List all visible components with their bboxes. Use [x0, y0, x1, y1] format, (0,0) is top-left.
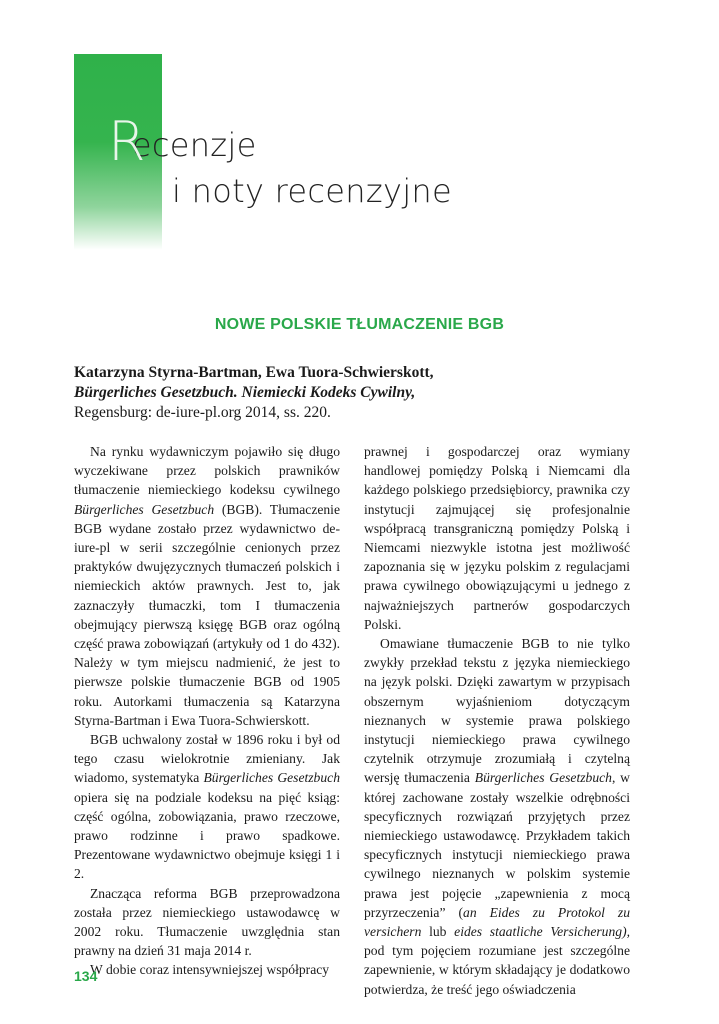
- paragraph-text: Na rynku wydawniczym pojawiło się długo wyczekiwane przez polskich prawników tłumaczenie niemieckiego kodeksu cywilnego: [74, 444, 340, 498]
- paragraph: [74, 730, 340, 884]
- paragraph: W dobie coraz intensywniejszej współpracy: [90, 962, 330, 978]
- paragraph-text: Omawiane tłumaczenie BGB to nie tylko zwykły przekład tekstu z języka niemieckiego na język polski. Dzięki zawartym w przypisach obszernym wyjaśnieniom dotyczącym nieznanych w systemie prawa polskiego instytucji niemieckiego prawa cywilnego czytelnik otrzymuje zrozumiałą i czytelną wersję tłumaczenia: [364, 636, 630, 786]
- text-column-right: [364, 442, 630, 999]
- paragraph-text: pod tym pojęciem rozumiane jest szczególne zapewnienie, w którym składający je dodatkowo potwierdza, że treść jego oświadczenia: [364, 943, 630, 997]
- paragraph-text: BGB uchwalony został w 1896 roku i był od tego czasu wielokrotnie zmieniany. Jak wiadomo, systematyka: [74, 732, 340, 786]
- book-authors: Katarzyna Styrna-Bartman, Ewa Tuora-Schwierskott,: [74, 364, 434, 381]
- bibliographic-reference: [74, 363, 634, 423]
- section-title-line1: ecenzje: [131, 126, 257, 164]
- paragraph-text: , w której zachowane zostały wszelkie odrębności specyficznych rozwiązań przyjętych przez niemieckiego ustawodawcę. Przykładem takich specyficznych instytucji niemieckiego prawa cywilnego nieznanych w polskim systemie prawa jest pojęcie „zapewnienia z mocą przyrzeczenia” (: [364, 770, 630, 920]
- paragraph: [364, 634, 630, 999]
- section-dropcap: R: [108, 110, 146, 173]
- book-publisher: Regensburg: de-iure-pl.org 2014, ss. 220.: [74, 404, 331, 421]
- text-column-left: [74, 442, 340, 980]
- paragraph-italic: eides staatliche Versicherung),: [454, 924, 630, 940]
- paragraph-text: opiera się na podziale kodeksu na pięć ksiąg: część ogólna, zobowiązania, prawo rzeczowe, prawo rodzinne i prawo spadkowe. Prezentowane wydawnictwo obejmuje księgi 1 i 2.: [74, 789, 340, 882]
- paragraph-italic: Bürgerliches Gesetzbuch: [74, 501, 215, 517]
- book-title: Bürgerliches Gesetzbuch. Niemiecki Kodeks Cywilny,: [74, 384, 416, 401]
- paragraph-continued: prawnej i gospodarczej oraz wymiany handlowej pomiędzy Polską i Niemcami dla każdego polskiego przedsiębiorcy, prawnika czy instytucji zajmującej się profesjonalnie współpracą transgraniczną pomiędzy Polską i Niemcami niezwykle istotna jest możliwość zapoznania się w języku polskim z regulacjami prawa cywilnego obowiązującymi u jednego z najważniejszych partnerów gospodarczych Polski.: [364, 444, 630, 632]
- paragraph-italic: Bürgerliches Gesetzbuch: [203, 770, 340, 786]
- paragraph-italic: an Eides zu Protokol zu versichern: [364, 904, 630, 940]
- article-title: NOWE POLSKIE TŁUMACZENIE BGB: [214, 316, 505, 333]
- paragraph: Znacząca reforma BGB przeprowadzona została przez niemieckiego ustawodawcę w 2002 roku. Tłumaczenie uwzględnia stan prawny na dzień 31 maja 2014 r.: [74, 885, 340, 959]
- paragraph: [74, 442, 340, 730]
- paragraph-italic: Bürgerliches Gesetzbuch: [474, 770, 612, 786]
- page-number: 134: [74, 968, 98, 984]
- section-title: [108, 110, 452, 211]
- paragraph-text: (BGB). Tłumaczenie BGB wydane zostało przez wydawnictwo de-iure-pl w serii szczególnie cenionych przez praktyków dwujęzycznych tłumaczeń polskich i niemieckich aktów prawnych. Jest to, jak zaznaczyły tłumaczki, tom I tłumaczenia obejmujący pierwszą księgę BGB oraz ogólną część prawa zobowiązań (artykuły od 1 do 432). Należy w tym miejscu nadmienić, że jest to pierwsze polskie tłumaczenie BGB od 1905 roku. Autorkami tłumaczenia są Katarzyna Styrna-Bartman i Ewa Tuora-Schwierskott.: [74, 501, 340, 728]
- paragraph-text: lub: [421, 924, 455, 940]
- section-title-line2: i noty recenzyjne: [172, 172, 452, 210]
